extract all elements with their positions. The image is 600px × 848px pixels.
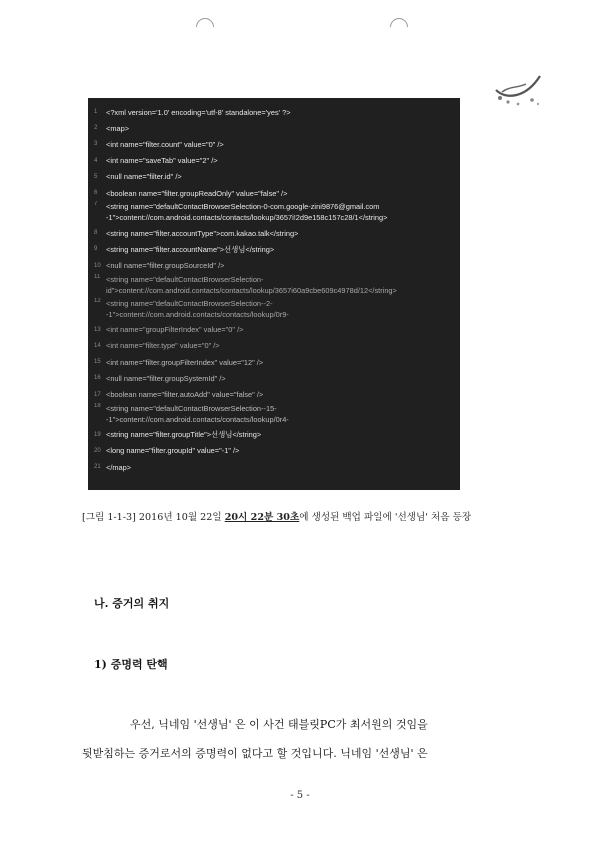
code-line [94,354,452,370]
code-text: <int name="filter.count" value="0" /> [106,139,224,149]
code-text: <boolean name="filter.groupReadOnly" value="false" /> [106,188,288,198]
code-line [94,322,452,338]
line-number: 2 [94,125,98,132]
code-text: <string name="defaultContactBrowserSelection-id">content://com.android.contacts/contacts/lookup/3657i60a9cbe609c4978d/12</string> [106,274,397,295]
code-text: </map> [106,462,132,472]
code-text: <string name="filter.accountName">선생님</string> [106,244,275,254]
subsection-heading: 1) 증명력 탄핵 [94,658,168,671]
punch-hole-left [192,14,217,39]
line-number: 12 [94,297,101,304]
caption-prefix: [그림 1-1-3] 2016년 10월 22일 [82,512,225,523]
paragraph-line-1: 우선, 닉네임 '선생님' 은 이 사건 태블릿PC가 최서원의 것임을 [130,718,428,731]
code-line [94,225,452,241]
code-line [94,241,452,257]
code-text: <null name="filter.groupSystemId" /> [106,373,226,383]
code-text: <int name="saveTab" value="2" /> [106,156,218,166]
code-line [94,443,452,459]
caption-suffix: 에 생성된 백업 파일에 '선생님' 처음 등장 [299,512,472,523]
code-line [94,403,452,427]
code-text: <null name="filter.id" /> [106,172,182,182]
code-line [94,185,452,201]
code-text: <string name="filter.groupTitle">선생님</string> [106,430,262,440]
code-line [94,201,452,225]
code-text: <string name="filter.accountType">com.kakao.talk</string> [106,228,299,238]
line-number: 7 [94,201,98,208]
figure-caption [82,509,562,523]
line-number: 17 [94,391,101,398]
xml-code-screenshot [88,98,460,490]
code-text: <int name="filter.groupFilterIndex" value="12" /> [106,357,264,367]
code-line [94,169,452,185]
code-text: <string name="defaultContactBrowserSelection--2--1">content://com.android.contacts/contacts/lookup/0r9- [106,298,289,319]
code-text: <?xml version='1.0' encoding='utf-8' standalone='yes' ?> [106,107,291,117]
line-number: 9 [94,246,98,253]
line-number: 13 [94,326,101,333]
punch-hole-right [386,14,411,39]
line-number: 4 [94,157,98,164]
code-line [94,153,452,169]
code-line [94,338,452,354]
line-number: 15 [94,359,101,366]
page-number: - 5 - [290,790,310,801]
caption-time: 20시 22분 30초 [224,512,300,523]
code-line [94,274,452,298]
code-text: <boolean name="filter.autoAdd" value="false" /> [106,390,264,400]
seal-stamp-icon [488,62,548,112]
code-line [94,120,452,136]
line-number: 6 [94,190,98,197]
line-number: 11 [94,273,101,280]
code-text: <int name="groupFilterIndex" value="0" /> [106,325,244,335]
line-number: 19 [94,431,101,438]
code-text: <null name="filter.groupSourceId" /> [106,261,225,271]
paragraph-line-2: 뒷받침하는 증거로서의 증명력이 없다고 할 것입니다. 닉네임 '선생님' 은 [82,747,428,760]
code-line [94,386,452,402]
code-line [94,298,452,322]
code-line [94,104,452,120]
line-number: 5 [94,173,98,180]
section-heading: 나. 증거의 취지 [94,597,170,610]
line-number: 1 [94,109,98,116]
code-line [94,258,452,274]
code-line [94,370,452,386]
line-number: 8 [94,230,98,237]
code-text: <int name="filter.type" value="0" /> [106,341,220,351]
code-text: <long name="filter.groupId" value="-1" /> [106,446,240,456]
line-number: 14 [94,342,101,349]
code-text: <string name="defaultContactBrowserSelection--15--1">content://com.android.contacts/contacts/lookup/0r4- [106,403,289,424]
line-number: 3 [94,141,98,148]
code-text: <string name="defaultContactBrowserSelection-0-com.google-zini9876@gmail.com -1">content://com.android.contacts/contacts/lookup/3657i!2d9e158c157c28/1</string> [106,202,388,223]
code-text: <map> [106,123,130,133]
line-number: 16 [94,375,101,382]
line-number: 18 [94,402,101,409]
line-number: 10 [94,262,101,269]
code-line [94,459,452,475]
line-number: 21 [94,464,101,471]
line-number: 20 [94,447,101,454]
code-line [94,427,452,443]
code-line [94,136,452,152]
